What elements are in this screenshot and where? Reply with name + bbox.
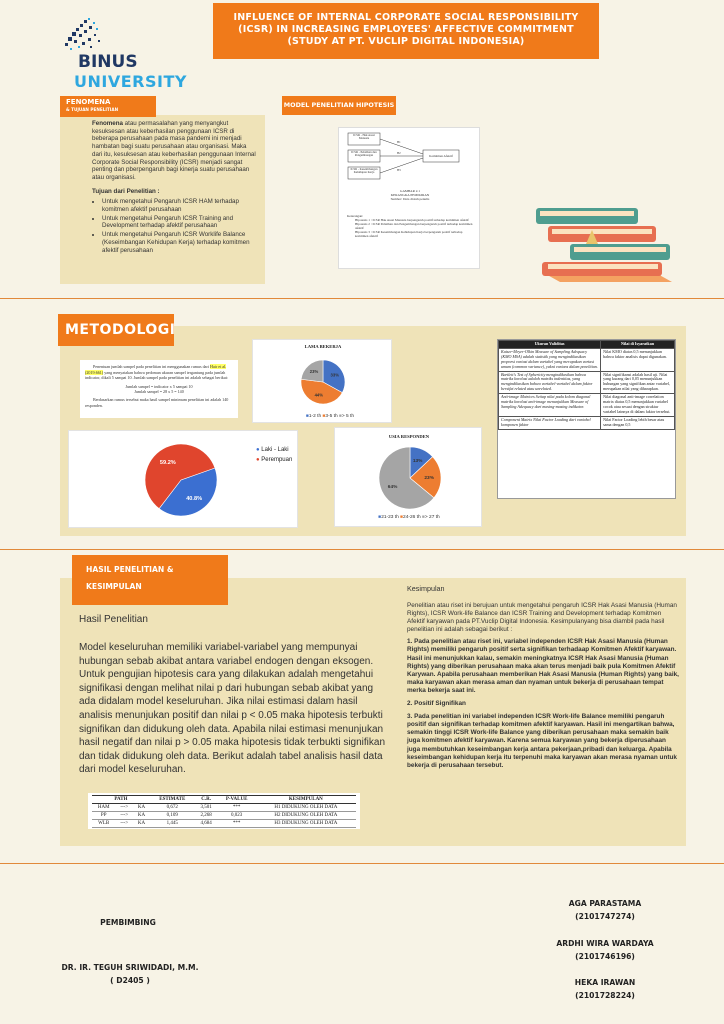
logo-binus-text: BINUS [78,52,138,72]
legend-gender: ● Laki - Laki ● Perempuan [256,447,293,463]
model-notes [347,214,475,239]
hasil-body: Model keseluruhan memiliki variabel-variabel yang mempunyai hubungan sebab akibat antara variabel endogen dengan eksogen. Untuk pengujian hipotesis cara yang dilakukan adalah mengetahui signifikasi dengan melihat nilai p dari hubungan sebab akibat yang ada didalam model keseluruhan. Jika nilai estimasi dalam hasil analisis menunjukan positif dan nilai p < 0.05 maka hipotesis terbukti signifikan dan didukung oleh data. Apabila nilai estimasi menunjukan hasil negatif dan nilai p > 0.05 maka hipotesis tidak terbukti signifikan dan tidak didukung oleh data. Berikut adalah tabel analisis hasil data dari model keseluruhan. [79,642,386,776]
result-header: C.R. [195,796,218,804]
pie-data-label: 59.2% [159,459,176,466]
chart-title: USIA RESPONDEN [388,434,430,439]
table-row: Bartlett's Test of Sphericity mengindikasikan bahwa matriks korelasi adalah matriks indentitas, yang mengindikasikan bahwa variabel-variabel dalam faktor bersifat related atau unrelated. Nilai signifikansi adalah hasil uji. Nilai yang kurang dari 0,05 menunjukkan hubungan yang signifikan antar variabel, merupakan nilai yang diharapkan. [499,371,675,394]
legend-item: Laki - Laki [261,447,289,453]
legend-item: > 5 th [341,414,355,419]
note-item: Hipotesis 3 : ICSR Keseimbangan Kehidupan Kerja berpengaruh positif terhadap komitmen afektif [355,230,463,239]
table-row: WLB ---> KA 1,445 4,684 *** H3 DIDUKUNG OLEH DATA [92,820,356,828]
student-id: (2101746196) [575,952,635,961]
note-item: Hipotesis 1 : ICSR Hak Asasi Manusia berpengaruh positif terhadap komitmen afektif [355,218,469,223]
chart-gender [68,430,298,528]
fenomena-tag-title: FENOMENA [66,98,111,106]
student-name: HEKA IRAWAN [574,978,636,987]
table-row: HAM ---> KA 0,672 3,501 *** H1 DIDUKUNG OLEH DATA [92,804,356,812]
kesimpulan-point: 1. Pada penelitian atau riset ini, variabel independen ICSR Hak Asasi Manusia (Human Rights) memiliki pengaruh positif serta signifikan terhadaap Komitmen Afektif karyawan. Hasil ini menunjukkan kalau, semakin meningkatnya ICSR Hak Asasi Manusia (Human Rights) yang diberikan perusahaan maka akan terus menjadi baik pula Komitmen Afektif Karywan. Apabila perusahaan memberikan Hak Asasi Manusia (Human Rights) yang baik, maka karyawan akan merasa aman dan nyaman untuk bekerja di perusahaan tempat merka bekerja saat ini. [407,638,679,694]
pie-data-label: 40.8% [186,495,203,502]
fenomena-tag [60,96,156,117]
pie-lama-bekerja [253,340,393,424]
model-figure [338,127,480,269]
chart-lama-bekerja [252,339,392,423]
result-header: PATH [92,796,150,804]
student-name: ARDHI WIRA WARDAYA [556,939,654,948]
tujuan-item: • Untuk mengetahui Pengaruh ICSR Training and Development terhadap afektif perusahaan [102,215,258,230]
tujuan-item: • Untuk mengetahui Pengaruh ICSR HAM terhadap komitmen afektif perusahaan [102,198,258,213]
logo-university-text: UNIVERSITY [74,72,187,91]
pie-data-label: 44% [314,392,323,398]
fenomena-lead-bold: Fenomena [92,120,123,127]
result-header: ESTIMATE [150,796,195,804]
pie-data-label: 13% [412,458,423,464]
hasil-tag-line: HASIL PENELITIAN & [86,565,174,574]
table-row: Kaiser-Meyer-Olkin Measure of Sampling Adequacy (KMO MSA) adalah statistik yang mengindikasikan proporsi variasi dalam variabel yang merupakan variasi umum (common variance), yakni varians dalam penelitian. Nilai KMO diatas 0,5 menunjukkan bahwa faktor analisis dapat digunakan. [499,348,675,371]
pie-data-label: 33% [330,372,339,378]
binus-logo-icon [60,10,120,56]
table-row: Component Matrix Nilai Factor Loading dari variabel komponen faktor Nilai Factor Loading lebih besar atau sama dengan 0,5 [499,416,675,429]
model-box-label: ICSR - Pelatihan dan Pengembangan [351,150,377,158]
result-header: P-VALUE [218,796,256,804]
kesimpulan-text [407,602,679,775]
validity-table-card [497,339,676,499]
figure-source: Sumber: Data diolah penulis [390,197,430,202]
metodologi-tag: METODOLOGI [58,314,174,346]
title-line-3: (STUDY AT PT. VUCLIP DIGITAL INDONESIA) [287,36,525,47]
poster-title [213,3,599,59]
hasil-tag [72,555,228,605]
result-table [92,795,356,828]
model-arrow-label: H1 [397,140,401,144]
kesimpulan-heading: Kesimpulan [407,584,445,593]
kesimpulan-intro: Penelitian atau riset ini berujuan untuk mengetahui pengaruh ICSR Hak Asasi Manusia (Human Rights), ICSR Work-life Balance dan ICSR Training and Development terhadap Komitmen Afektif karyawan pada PT.Vuclip Digital Indonesia. Kesimpulanyang bisa diambil pada hasil penelitian ini adalah sebagai berikut : [407,602,677,634]
student-name: AGA PARASTAMA [568,899,642,908]
validity-header: Nilai di Isyaratkan [601,341,675,349]
divider [0,549,724,550]
pembimbing-name: DR. IR. TEGUH SRIWIDADI, M.M. [61,963,199,972]
pembimbing-id: ( D2405 ) [110,976,150,985]
student-id: (2101747274) [575,912,635,921]
legend-item: > 27 th [424,515,440,520]
model-arrow [380,158,423,173]
hasil-tag-line: KESIMPULAN [86,582,142,591]
kesimpulan-point: 2. Positif Signifikan [407,700,466,708]
formula-2: Jumlah sampel = 28 x 5 = 140 [134,389,184,395]
model-caption [339,189,481,202]
model-box-label: ICSR - Keseimbangan Kehidupan Kerja [350,167,378,175]
result-header: KESIMPULAN [256,796,356,804]
model-arrow-label: H2 [397,151,401,155]
sample-text-2: yang menyatakan bahwa pedoman ukuran sampel tergantung pada jumlah indicator, dikali 5 sampai 10. Jumlah sampel pada penelitian ini adalah sebagai berikut: [85,369,229,381]
formula-1: Jumlah sampel = indicator x 5 sampai 10 [125,383,193,389]
books-illustration-icon [534,200,686,296]
legend-lama-bekerja: ■1-2 th ■3-5 th ■> 5 th [305,414,355,419]
chart-usia [334,427,482,527]
notes-title: Keterangan: [347,214,364,218]
sample-text-3: Berdasarkan rumus tersebut maka hasil sampel minimum penelitian ini adalah 140 responden. [85,396,229,408]
legend-item: 24-26 th [403,515,421,520]
sample-text-1: Penentuan jumlah sampel pada penelitian ini menggunakan rumus dari [93,364,209,369]
legend-item: Perempuan [261,457,293,463]
legend-item: 1-2 th [308,414,322,419]
legend-usia: ■21-23 th ■24-26 th ■> 27 th [378,515,440,520]
student-id: (2101728224) [575,991,635,1000]
fenomena-lead-text: atau permasalahan yang menyangkut kesuksesan atau keberhasilan penggunaan ICSR di beberapa perusahaan pada masa pandemi ini menjadi hambatan bagi suatu perusahaan atau organisasi. Maka dari itu, kesuksesan atau keberhasilan penggunaan Internal Corporate Social Responsibility (ICSR) menjadi sangat penting dan pberpengaruh bagi kinerja suatu perusahaan atau organisasi. [92,120,256,181]
table-row: PP ---> KA 0,109 2,268 0,023 H2 DIDUKUNG OLEH DATA [92,812,356,820]
pie-usia [335,428,483,528]
table-row: Anti-image Matrices Setiap nilai pada kolom diagonal matriks korelasi anti-image menunjukkan Measure of Sampling Adequacy dari masing-masing indikator. Nilai diagonal anti-image correlation matrix diatas 0,5 menunjukkan variabel cocok atau sesuai dengan struktur variabel lainnya di dalam faktor tersebut. [499,394,675,417]
pie-data-label: 64% [387,484,398,490]
divider [0,298,724,299]
kesimpulan-point: 3. Pada penelitian ini variabel independen ICSR Work-life Balance memiliki pengaruh positif dan signifikan terhadap komitmen afektif karyawan. Hasil ini mengartikan bahwa, semakin tinggi ICSR Work-life Balance yang diberikan perusahaan maka semakin baik juga komitmen afektif karyawan. Karena semua karyawan yang bekerja diperusahaan juga membutuhkan keseimbangan kerja antara pekerjaan,pribadi dan keluarga. Apabila keseimbangan kehidupan kerja itu terpenuhi maka karyawan akan merasa nyaman untuk bekerja di perusahaan tersebut. [407,713,677,769]
figure-caption: GAMBAR 2.1 [400,189,420,193]
note-item: Hipotesis 2 : ICSR Pelatihan dan Pengembangan berpengaruh positif terhadap komitmen afektif [355,222,473,231]
model-target-label: Komitmen Afektif [429,154,453,158]
divider [0,863,724,864]
fenomena-text [92,120,258,255]
model-tag: MODEL PENELITIAN HIPOTESIS [282,96,396,115]
legend-item: 21-23 th [381,515,399,520]
pembimbing-label: PEMBIMBING [100,918,156,927]
legend-item: 3-5 th [325,414,338,419]
tujuan-item: • Untuk mengetahui Pengaruh ICSR Worklife Balance (Keseimbangan Kehidupan Kerja) terhadap komitmen afektif perusahaan [102,231,258,254]
sample-text-card [80,360,238,418]
title-line-1: INFLUENCE OF INTERNAL CORPORATE SOCIAL RESPONSIBILITY [233,12,579,23]
tujuan-title: Tujuan dari Penelitian : [92,187,160,195]
pie-data-label: 23% [309,369,319,375]
model-arrow-label: H3 [397,168,401,172]
result-table-card [88,793,360,829]
title-line-2: (ICSR) IN INCREASING EMPLOYEES' AFFECTIVE COMMITMENT [238,24,574,35]
figure-title: KERANGKA PEMIKIRAN [390,193,430,198]
sample-highlight: Hair et al. (2019:661) [85,364,227,375]
model-box-label: ICSR - Hak Asasi Manusia [353,133,375,141]
pie-data-label: 23% [424,475,435,481]
validity-header: Ukuran Validitas [499,341,601,349]
fenomena-tag-subtitle: & TUJUAN PENELITIAN [66,107,119,112]
validity-table [498,340,675,430]
model-arrow [380,139,423,154]
chart-title: LAMA BEKERJA [304,344,342,349]
hasil-heading: Hasil Penelitian [79,614,148,625]
tujuan-list [102,198,258,254]
